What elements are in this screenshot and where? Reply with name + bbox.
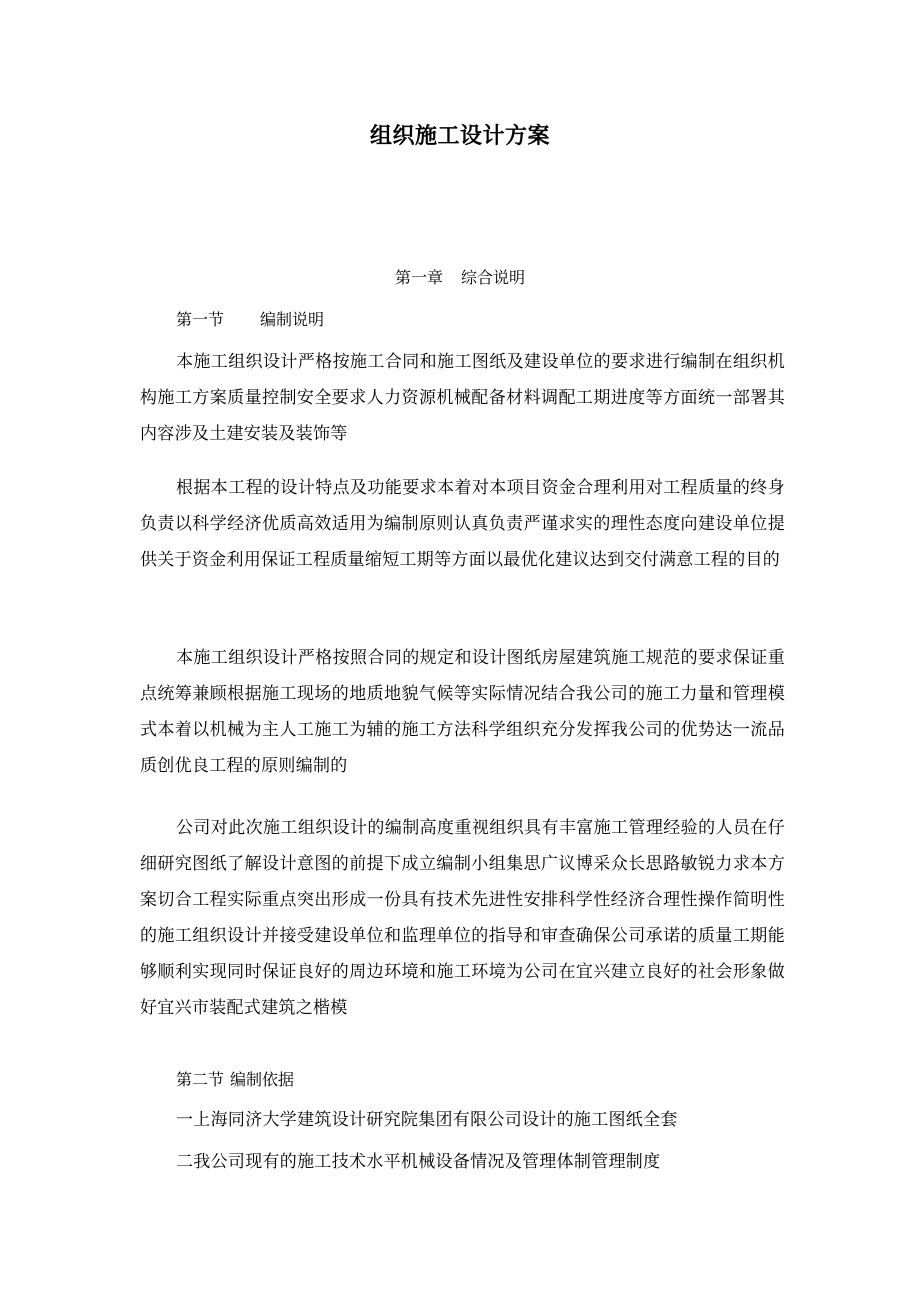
chapter-heading xyxy=(0,264,920,292)
section-heading-2 xyxy=(176,1066,294,1094)
section-number: 第一节 xyxy=(176,310,225,329)
paragraph: 本施工组织设计严格按施工合同和施工图纸及建设单位的要求进行编制在组织机构施工方案质量控制安全要求人力资源机械配备材料调配工期进度等方面统一部署其内容涉及土建安装及装饰等 xyxy=(140,352,785,444)
document-title: 组织施工设计方案 xyxy=(369,123,550,149)
chapter-name: 综合说明 xyxy=(461,268,526,287)
section-name: 编制说明 xyxy=(260,310,325,329)
basis-item: 一上海同济大学建筑设计研究院集团有限公司设计的施工图纸全套 xyxy=(176,1110,678,1130)
basis-item: 二我公司现有的施工技术水平机械设备情况及管理体制管理制度 xyxy=(176,1152,661,1172)
paragraph: 公司对此次施工组织设计的编制高度重视组织具有丰富施工管理经验的人员在仔细研究图纸了解设计意图的前提下成立编制小组集思广议博采众长思路敏锐力求本方案切合工程实际重点突出形成一份具有技术先进性安排科学性经济合理性操作简明性的施工组织设计并接受建设单位和监理单位的指导和审查确保公司承诺的质量工期能够顺利实现同时保证良好的周边环境和施工环境为公司在宜兴建立良好的社会形象做好宜兴市装配式建筑之楷模 xyxy=(140,818,785,1018)
paragraph: 根据本工程的设计特点及功能要求本着对本项目资金合理利用对工程质量的终身负责以科学经济优质高效适用为编制原则认真负责严谨求实的理性态度向建设单位提供关于资金利用保证工程质量缩短工期等方面以最优化建议达到交付满意工程的目的 xyxy=(140,478,785,570)
section-heading-1 xyxy=(176,306,324,334)
section-number: 第二节 xyxy=(176,1070,225,1089)
chapter-number: 第一章 xyxy=(394,268,443,287)
paragraph: 本施工组织设计严格按照合同的规定和设计图纸房屋建筑施工规范的要求保证重点统筹兼顾根据施工现场的地质地貌气候等实际情况结合我公司的施工力量和管理模式本着以机械为主人工施工为辅的施工方法科学组织充分发挥我公司的优势达一流品质创优良工程的原则编制的 xyxy=(140,648,785,776)
section-name: 编制依据 xyxy=(230,1070,295,1089)
